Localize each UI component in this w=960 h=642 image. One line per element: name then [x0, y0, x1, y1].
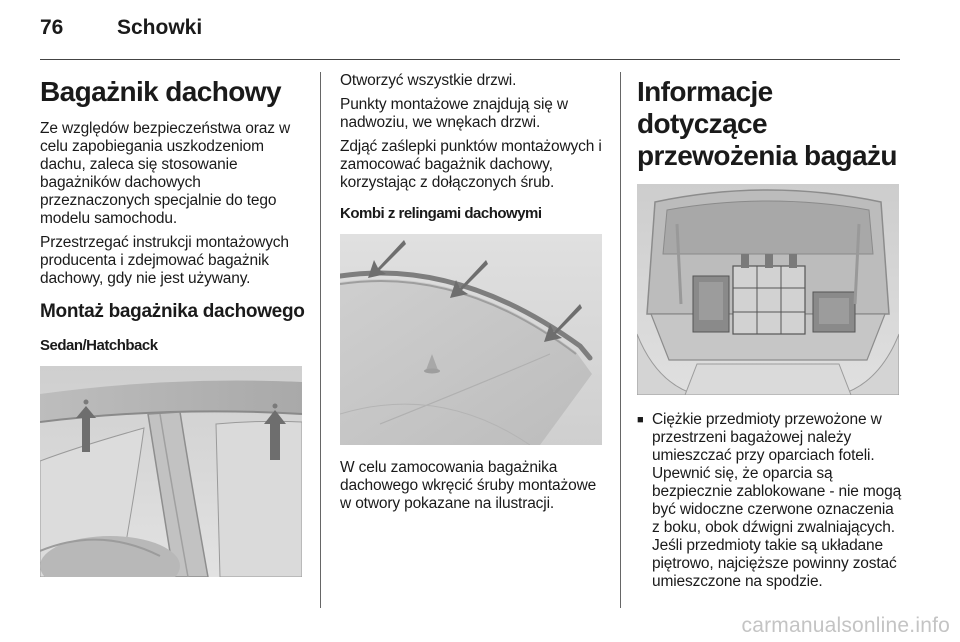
header-rule — [40, 59, 900, 60]
paragraph-mount-points: Punkty montażowe znajdują się w nadwoziu, we wnękach drzwi. — [340, 96, 568, 131]
bullet-item-heavy-objects — [637, 411, 903, 591]
column-2 — [340, 72, 610, 519]
bullet-square-icon: ■ — [637, 414, 644, 426]
paragraph-open-doors: Otworzyć wszystkie drzwi. — [340, 72, 517, 89]
bullet-text: Ciężkie przedmioty przewożone w przestrzeni bagażowej należy umieszczać przy oparciach foteli. Upewnić się, że oparcia są bezpiecznie zablokowane - nie mogą być widoczne czerwone oznaczenia z boku, obok dźwigni zwalniających. Jeśli przedmioty takie są układane piętrowo, najcięższe powinny zostać umieszczone na spodzie. — [652, 411, 902, 590]
page-number: 76 — [40, 16, 64, 39]
column-3 — [637, 72, 903, 591]
running-head: Schowki — [117, 16, 203, 39]
section-title-luggage-info: Informacje dotyczące przewożenia bagażu — [637, 76, 897, 171]
column-1 — [40, 72, 308, 577]
paragraph-instructions: Przestrzegać instrukcji montażowych producenta i zdejmować bagażnik dachowy, gdy nie jest używany. — [40, 234, 289, 287]
section-title-roof-rack: Bagażnik dachowy — [40, 76, 281, 107]
paragraph-remove-caps: Zdjąć zaślepki punktów montażowych i zamocować bagażnik dachowy, korzystając z dołączonych śrub. — [340, 138, 602, 191]
illustration-trunk-loading — [637, 184, 899, 395]
illustration-sedan-mounting-points — [40, 366, 302, 577]
illustration-kombi-roof-rails — [340, 234, 602, 445]
paragraph-safety: Ze względów bezpieczeństwa oraz w celu zapobiegania uszkodzeniom dachu, zaleca się stosowanie bagażników dachowych przeznaczonych specjalnie do tego modelu samochodu. — [40, 120, 291, 227]
subtitle-mounting: Montaż bagażnika dachowego — [40, 301, 305, 322]
paragraph-fasten-bolts: W celu zamocowania bagażnika dachowego wkręcić śruby montażowe w otwory pokazane na ilustracji. — [340, 459, 597, 512]
watermark: carmanualsonline.info — [741, 614, 950, 637]
subheading-kombi-rails: Kombi z relingami dachowymi — [340, 205, 542, 222]
column-divider-2 — [620, 72, 621, 608]
subheading-sedan-hatchback: Sedan/Hatchback — [40, 337, 158, 354]
column-divider-1 — [320, 72, 321, 608]
